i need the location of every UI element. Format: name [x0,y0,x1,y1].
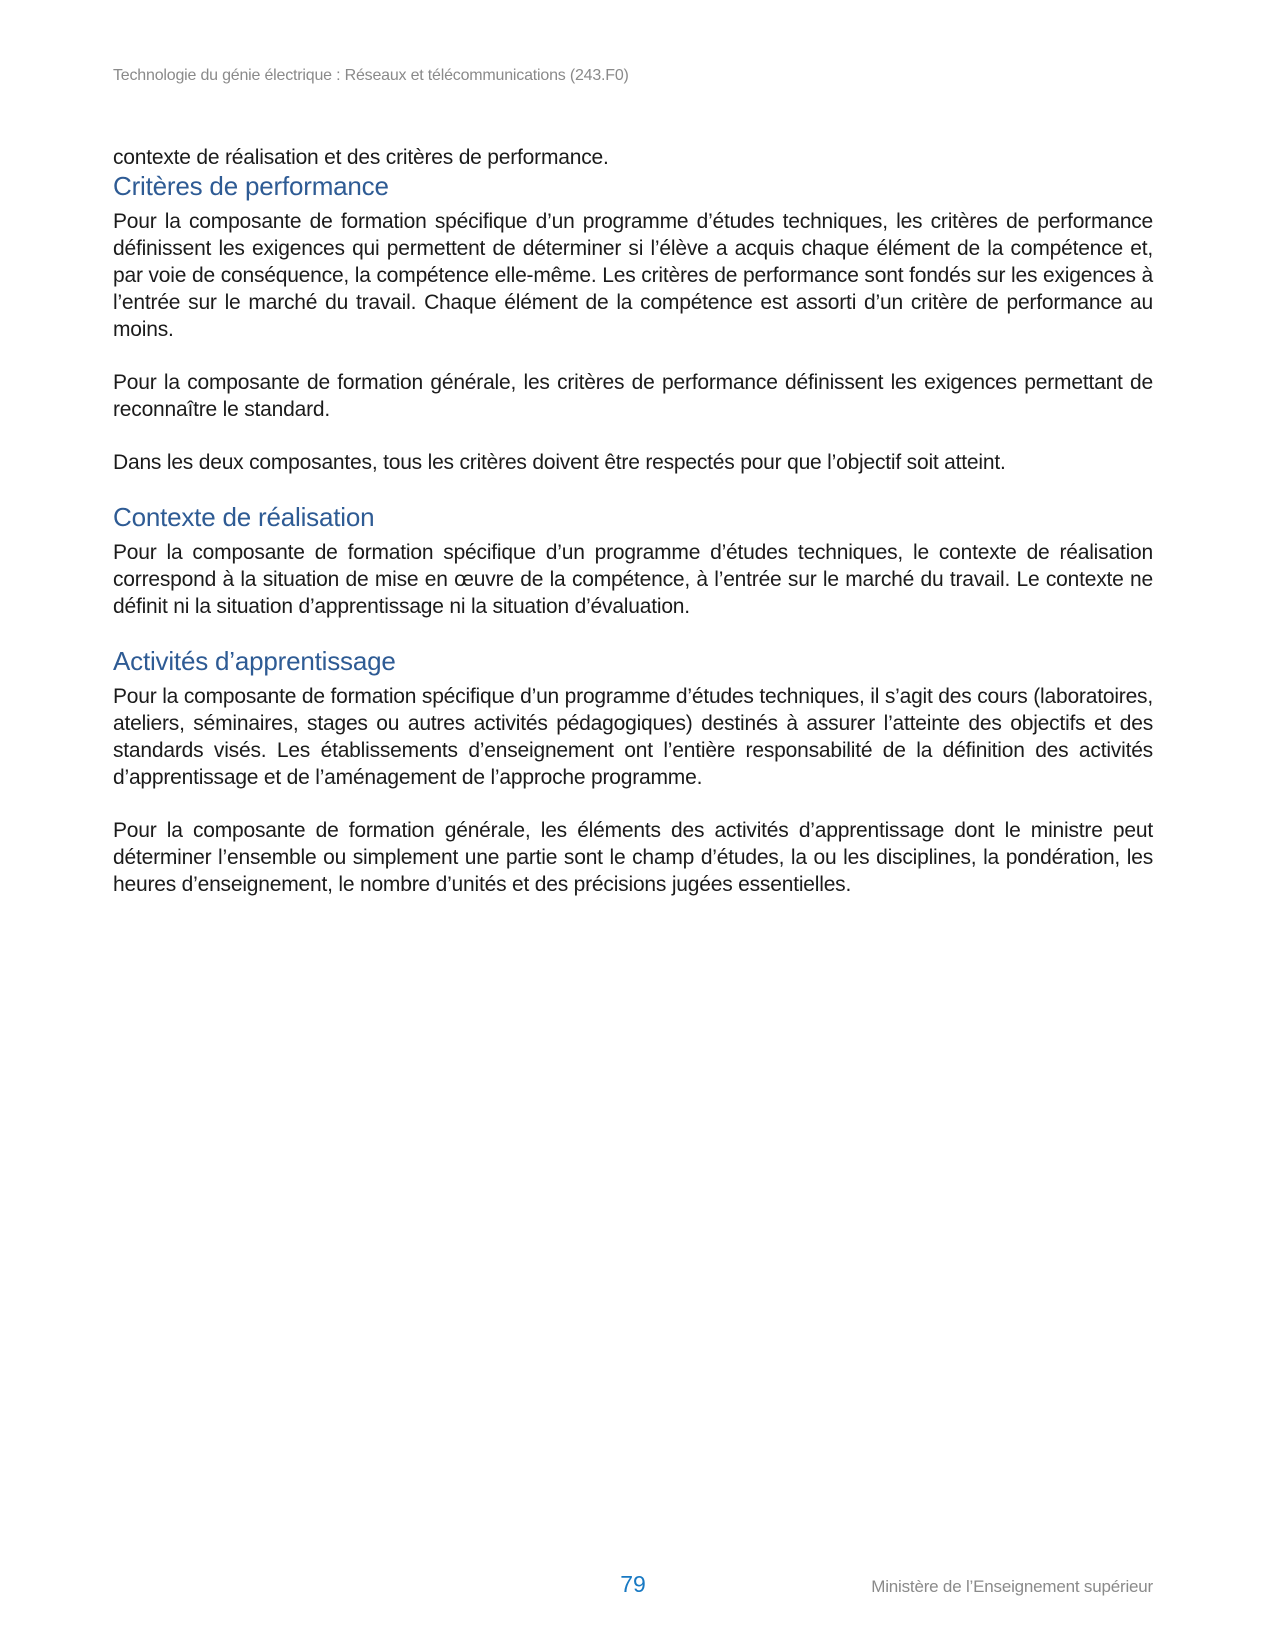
running-header: Technologie du génie électrique : Réseaux et télécommunications (243.F0) [113,67,629,84]
paragraph: Pour la composante de formation générale, les éléments des activités d’apprentissage dont le ministre peut déterminer l’ensemble ou simplement une partie sont le champ d’études, la ou les disciplines, la pondération, les heures d’enseignement, le nombre d’unités et des précisions jugées essentielles. [113,819,1153,896]
paragraph: Pour la composante de formation spécifique d’un programme d’études techniques, le contexte de réalisation correspond à la situation de mise en œuvre de la compétence, à l’entrée sur le marché du travail. Le contexte ne définit ni la situation d’apprentissage ni la situation d’évaluation. [113,541,1153,618]
paragraph: Pour la composante de formation spécifique d’un programme d’études techniques, il s’agit des cours (laboratoires, ateliers, séminaires, stages ou autres activités pédagogiques) destinés à assurer l’atteinte des objectifs et des standards visés. Les établissements d’enseignement ont l’entière responsabilité de la définition des activités d’apprentissage et de l’aménagement de l’approche programme. [113,685,1153,789]
page-content [113,144,1153,924]
section-heading-contexte-de-realisation: Contexte de réalisation [113,502,375,532]
section-heading-activites-dapprentissage: Activités d’apprentissage [113,646,396,676]
page-number: 79 [620,1571,646,1597]
paragraph: Pour la composante de formation générale, les critères de performance définissent les exigences permettant de reconnaître le standard. [113,371,1153,421]
continuation-paragraph: contexte de réalisation et des critères de performance. [113,146,609,169]
paragraph: Pour la composante de formation spécifique d’un programme d’études techniques, les critères de performance définissent les exigences qui permettent de déterminer si l’élève a acquis chaque élément de la compétence et, par voie de conséquence, la compétence elle-même. Les critères de performance sont fondés sur les exigences à l’entrée sur le marché du travail. Chaque élément de la compétence est assorti d’un critère de performance au moins. [113,210,1153,341]
paragraph: Dans les deux composantes, tous les critères doivent être respectés pour que l’objectif soit atteint. [113,451,1006,474]
footer-ministry: Ministère de l’Enseignement supérieur [871,1577,1153,1596]
section-heading-criteres-de-performance: Critères de performance [113,171,389,201]
